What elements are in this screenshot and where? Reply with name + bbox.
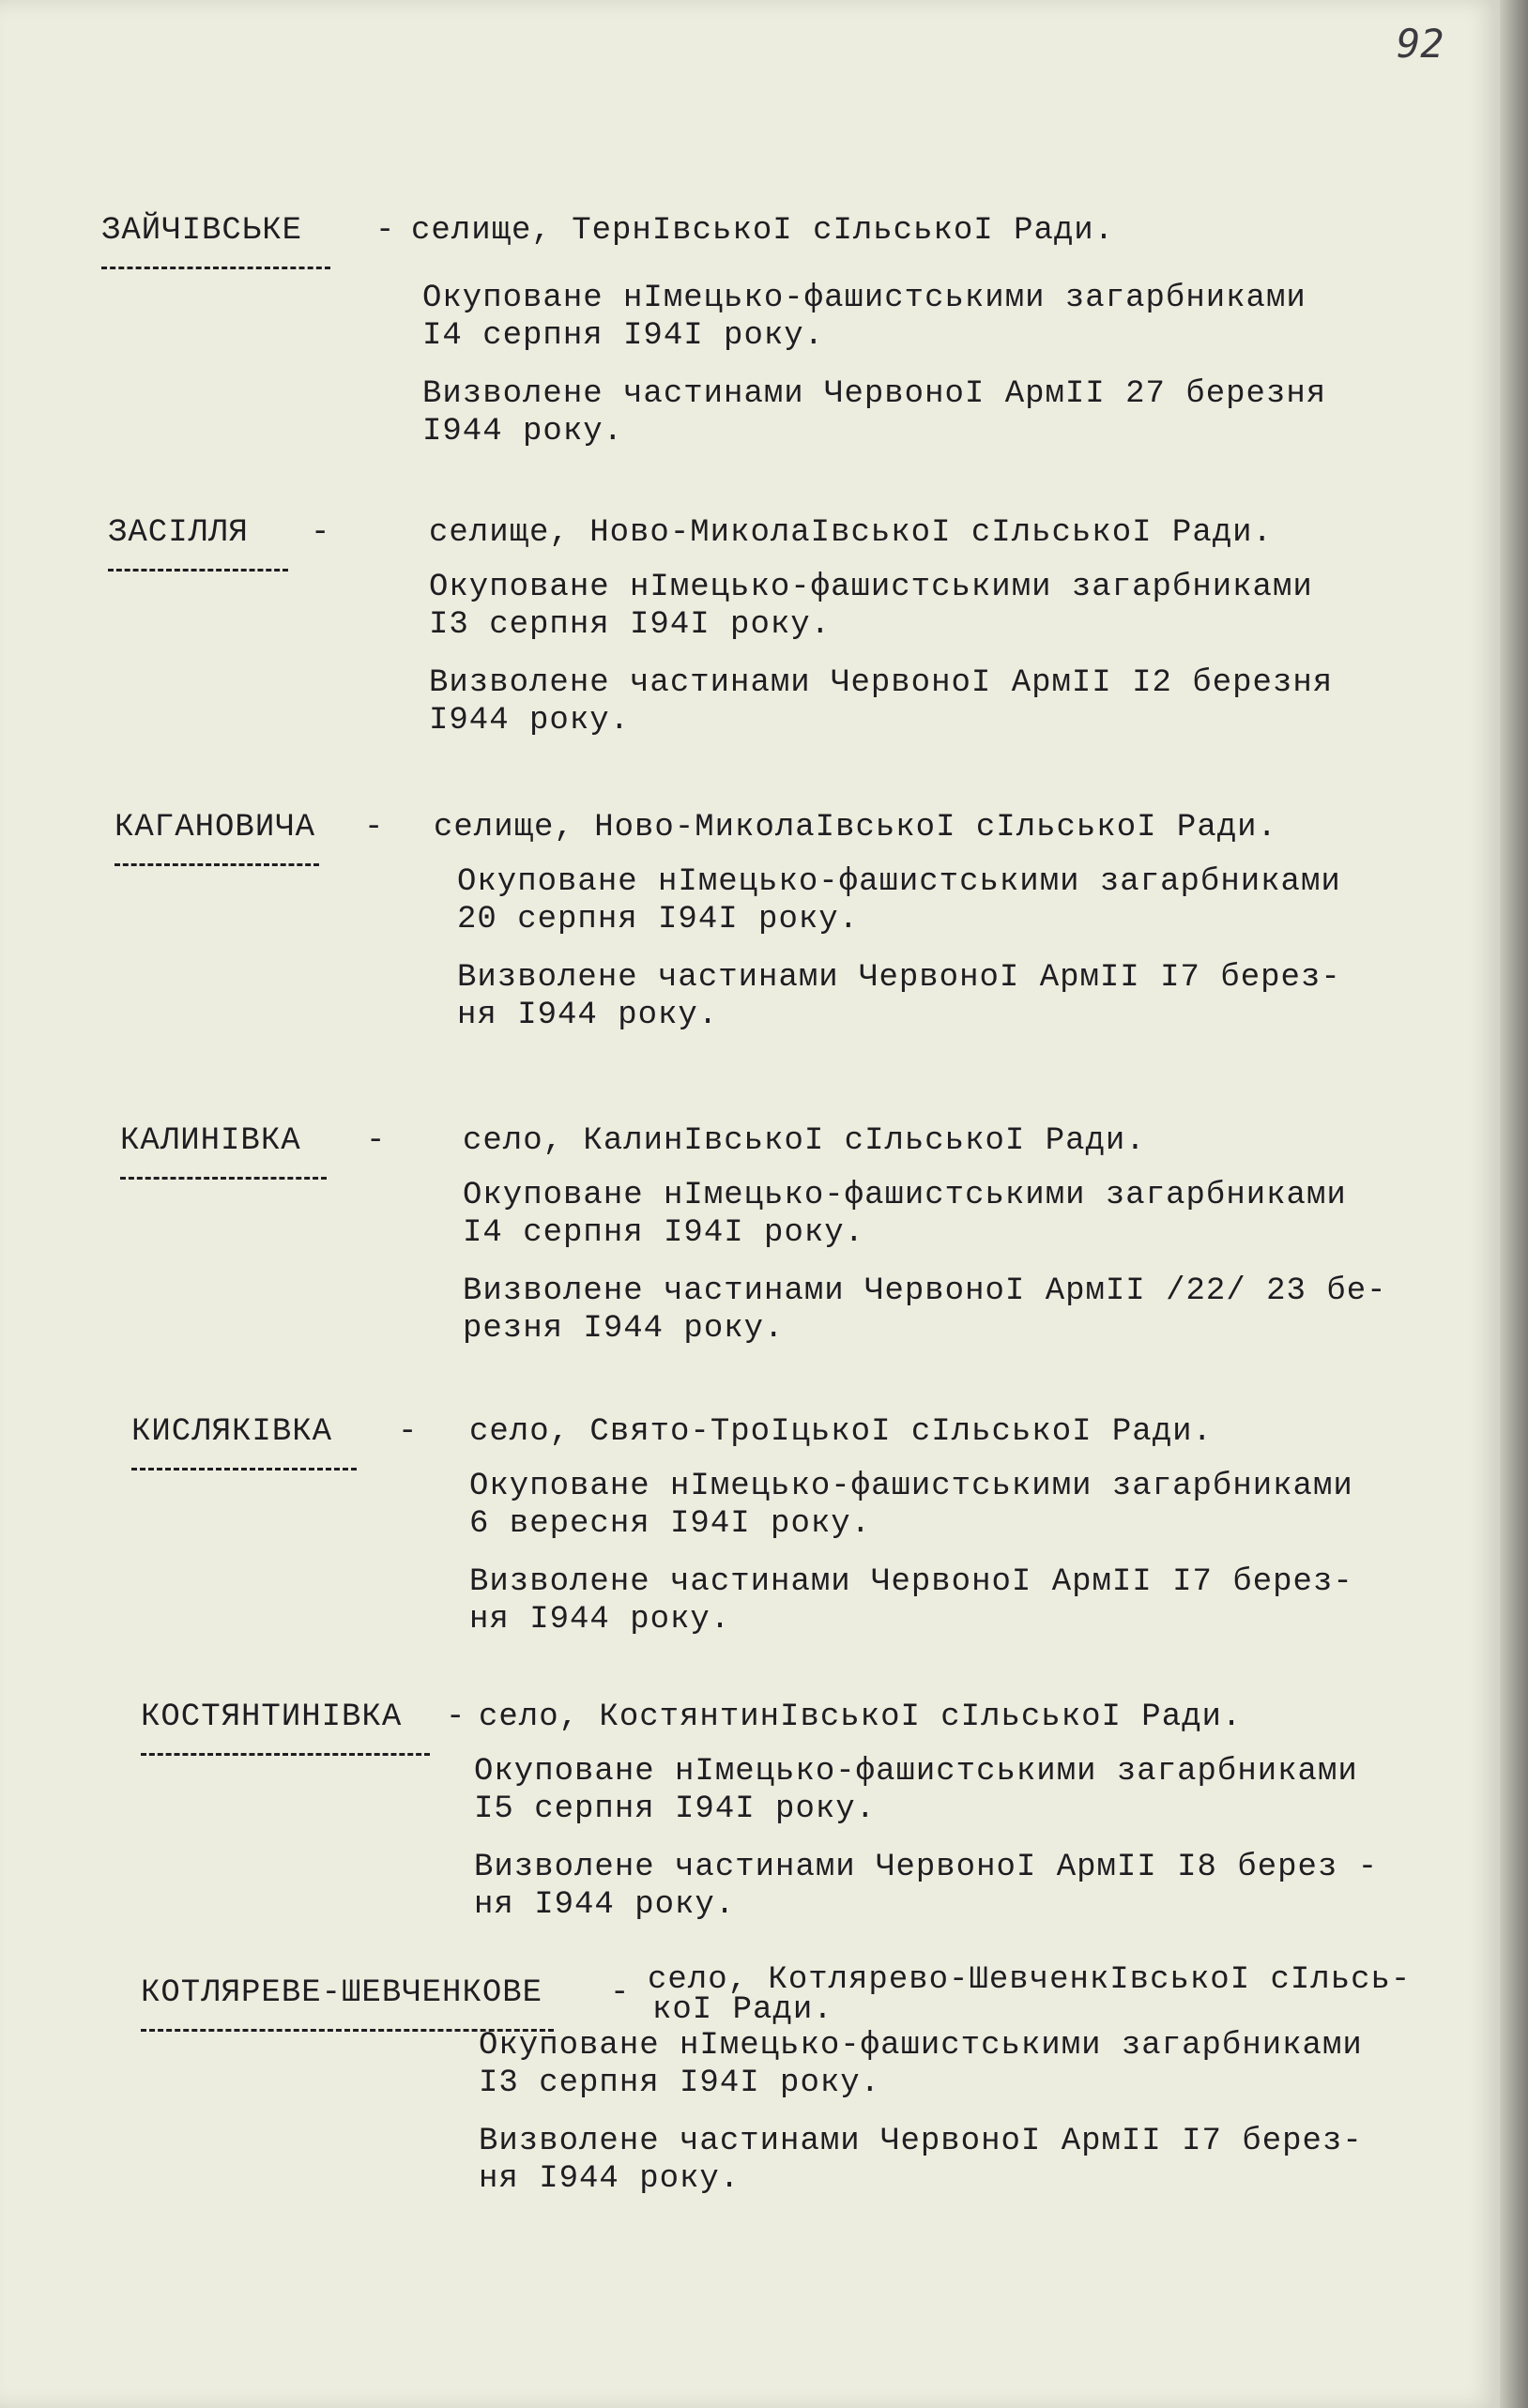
entry-type-line: село, Котлярево-ШевченкІвськоІ сІльсь- xyxy=(648,1962,1412,1998)
entry-kysliakivka xyxy=(131,1413,1483,1648)
entry-dash: - xyxy=(366,1123,387,1159)
entry-name: КИСЛЯКІВКА xyxy=(131,1414,333,1450)
entry-dash: - xyxy=(446,1699,466,1735)
entry-name: КАЛИНІВКА xyxy=(120,1123,301,1159)
liberated-line-1: Визволене частинами ЧервоноІ АрмІІ I2 березня xyxy=(429,665,1334,701)
entry-kahanovycha xyxy=(115,809,1466,1044)
liberated-line-2: ня I944 року. xyxy=(479,2161,741,2197)
entry-type-line: селище, Ново-МиколаІвськоІ сІльськоІ Ради. xyxy=(434,810,1277,846)
occupied-line-1: Окуповане нІмецько-фашистськими загарбниками xyxy=(422,281,1306,316)
entry-type-line: село, Свято-ТроІцькоІ сІльськоІ Ради. xyxy=(469,1414,1213,1450)
entry-body xyxy=(479,1699,1242,1736)
entry-details xyxy=(479,2027,1363,2198)
liberated-line-2: I944 року. xyxy=(422,414,624,450)
entry-name: КАГАНОВИЧА xyxy=(115,810,316,846)
entry-body xyxy=(411,212,1114,250)
occupied-line-2: I3 серпня I94I року. xyxy=(479,2065,881,2101)
name-underline xyxy=(120,1171,327,1180)
entry-name: ЗАЙЧІВСЬКЕ xyxy=(101,213,303,249)
liberated-line-2: резня I944 року. xyxy=(463,1311,785,1347)
entry-details xyxy=(469,1468,1353,1638)
entry-type-line: село, КостянтинІвськоІ сІльськоІ Ради. xyxy=(479,1699,1243,1735)
liberated-line-1: Визволене частинами ЧервоноІ АрмІІ 27 березня xyxy=(422,376,1327,412)
occupied-line-1: Окуповане нІмецько-фашистськими загарбниками xyxy=(469,1469,1353,1504)
name-underline xyxy=(101,261,330,269)
entry-zaichivske xyxy=(101,212,1453,450)
entry-zasillia xyxy=(108,514,1459,749)
liberated-line-1: Визволене частинами ЧервоноІ АрмІІ I8 берез - xyxy=(474,1850,1379,1885)
liberated-line-2: I944 року. xyxy=(429,703,631,739)
liberated-line-1: Визволене частинами ЧервоноІ АрмІІ I7 берез- xyxy=(469,1564,1353,1600)
occupied-line-2: I5 серпня I94I року. xyxy=(474,1791,877,1827)
entry-dash: - xyxy=(610,1975,631,2011)
occupied-line-2: I4 серпня I94I року. xyxy=(422,318,825,354)
liberated-line-2: ня I944 року. xyxy=(469,1602,731,1638)
entry-kostiantynivka xyxy=(141,1699,1492,1933)
name-underline xyxy=(115,858,319,866)
entry-dash: - xyxy=(364,810,385,846)
occupied-line-1: Окуповане нІмецько-фашистськими загарбниками xyxy=(479,2028,1363,2064)
liberated-line-1: Визволене частинами ЧервоноІ АрмІІ I7 берез- xyxy=(457,960,1341,996)
entry-body xyxy=(463,1122,1146,1160)
entry-kalynivka xyxy=(120,1122,1472,1357)
occupied-line-2: 6 вересня I94I року. xyxy=(469,1506,872,1542)
name-underline xyxy=(141,1747,430,1756)
liberated-line-1: Визволене частинами ЧервоноІ АрмІІ I7 берез- xyxy=(479,2124,1363,2159)
entry-dash: - xyxy=(398,1414,419,1450)
entry-details xyxy=(429,569,1333,739)
entry-name: ЗАСІЛЛЯ xyxy=(108,515,249,551)
entry-type-line: село, КалинІвськоІ сІльськоІ Ради. xyxy=(463,1123,1146,1159)
entry-body xyxy=(429,514,1273,552)
occupied-line-2: 20 серпня I94I року. xyxy=(457,902,860,937)
name-underline xyxy=(131,1462,357,1471)
entry-name: КОСТЯНТИНІВКА xyxy=(141,1699,403,1735)
entry-name: КОТЛЯРЕВЕ-ШЕВЧЕНКОВЕ xyxy=(141,1975,543,2011)
occupied-line-2: I4 серпня I94I року. xyxy=(463,1215,865,1251)
occupied-line-2: I3 серпня I94I року. xyxy=(429,607,832,643)
occupied-line-1: Окуповане нІмецько-фашистськими загарбниками xyxy=(457,864,1341,900)
entry-type-line-2: коІ Ради. xyxy=(652,1992,833,2028)
occupied-line-1: Окуповане нІмецько-фашистськими загарбниками xyxy=(474,1754,1358,1790)
entry-details xyxy=(463,1177,1387,1348)
page-number: 92 xyxy=(1397,21,1444,67)
entry-body xyxy=(469,1413,1213,1451)
entry-type-line-continued xyxy=(652,1991,833,2029)
entry-details xyxy=(457,863,1341,1034)
entry-details xyxy=(422,280,1326,450)
entry-body xyxy=(434,809,1277,846)
liberated-line-2: ня I944 року. xyxy=(474,1887,736,1923)
page-edge xyxy=(1500,0,1528,2408)
entry-dash: - xyxy=(375,213,396,249)
entry-type-line: селище, ТернІвськоІ сІльськоІ Ради. xyxy=(411,213,1115,249)
entry-details xyxy=(474,1753,1378,1924)
entry-dash: - xyxy=(311,515,331,551)
liberated-line-2: ня I944 року. xyxy=(457,998,719,1033)
name-underline xyxy=(108,563,288,572)
occupied-line-1: Окуповане нІмецько-фашистськими загарбниками xyxy=(429,570,1313,605)
liberated-line-1: Визволене частинами ЧервоноІ АрмІІ /22/ 23 бе- xyxy=(463,1273,1387,1309)
occupied-line-1: Окуповане нІмецько-фашистськими загарбниками xyxy=(463,1178,1347,1213)
entry-type-line: селище, Ново-МиколаІвськоІ сІльськоІ Ради. xyxy=(429,515,1273,551)
entry-kotliareve-shevchenkove xyxy=(141,1962,1492,2256)
